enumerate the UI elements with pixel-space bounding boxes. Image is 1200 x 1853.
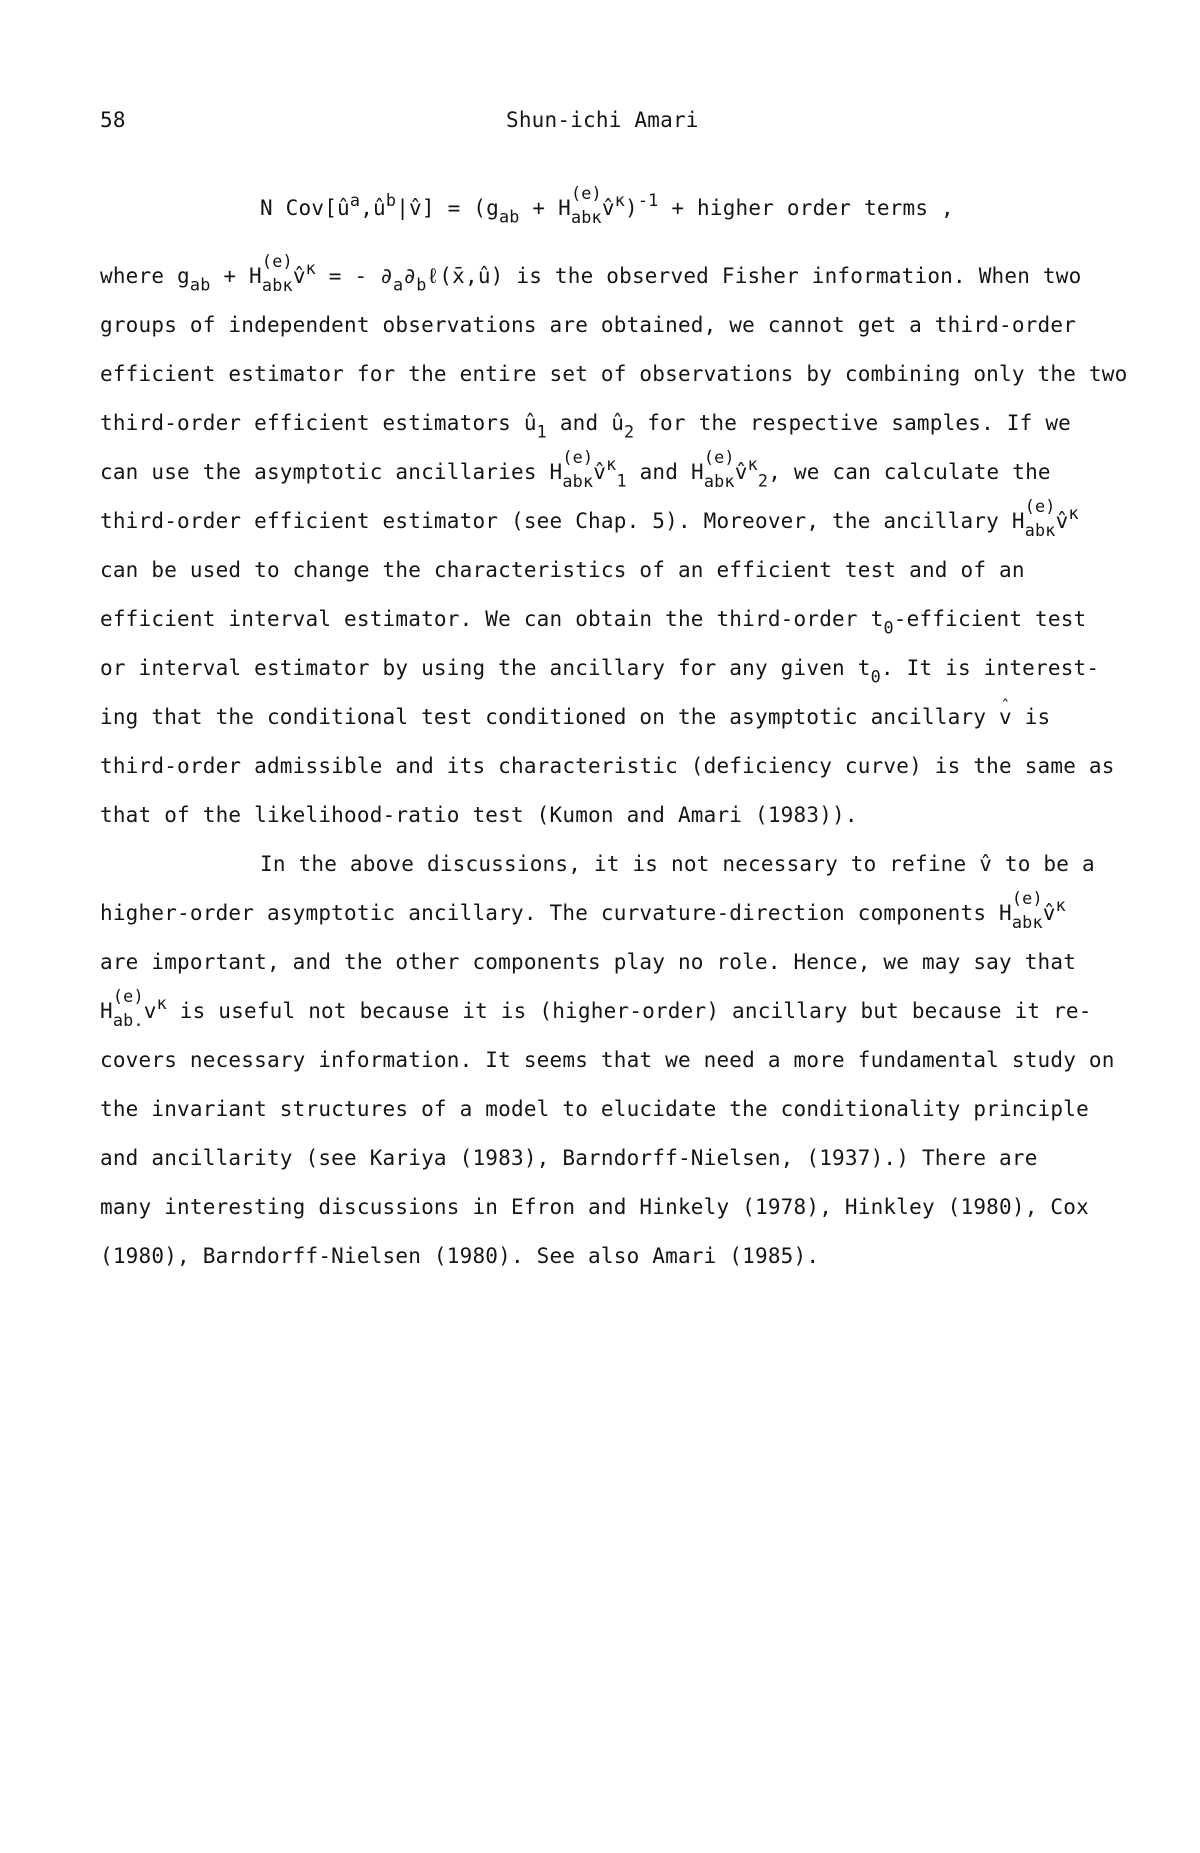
superscript: (e) bbox=[703, 447, 735, 468]
text-line: efficient estimator for the entire set of observations by combining only the two bbox=[100, 362, 1128, 386]
subscript: abκ bbox=[562, 470, 594, 491]
text-fragment: and H bbox=[626, 460, 704, 484]
subscript: abκ bbox=[261, 274, 293, 295]
superscript: (e) bbox=[1024, 496, 1056, 517]
eq-v-hat: v̂ bbox=[601, 196, 615, 220]
v-hat-symbol: v ˆ bbox=[999, 705, 1012, 729]
subscript: 1 bbox=[536, 421, 547, 442]
subscript: 0 bbox=[883, 617, 894, 638]
superscript: κ bbox=[1055, 894, 1066, 915]
eq-g-sub: ab bbox=[498, 206, 520, 227]
subscript: b bbox=[416, 274, 427, 295]
subscript: 0 bbox=[870, 666, 881, 687]
text-fragment: v̂ bbox=[292, 264, 306, 288]
subscript: abκ bbox=[1024, 519, 1056, 540]
running-head: Shun-ichi Amari bbox=[506, 108, 699, 132]
superscript: (e) bbox=[562, 447, 594, 468]
text-fragment: -efficient test bbox=[893, 607, 1087, 631]
text-line: (1980), Barndorff-Nielsen (1980). See also Amari (1985). bbox=[100, 1244, 820, 1268]
text-line: many interesting discussions in Efron and Hinkely (1978), Hinkley (1980), Cox bbox=[100, 1195, 1089, 1219]
superscript: (e) bbox=[112, 986, 144, 1007]
text-fragment: ∂ bbox=[403, 264, 417, 288]
text-fragment: , we can calculate the bbox=[768, 460, 1051, 484]
text-fragment: H bbox=[100, 999, 113, 1023]
h-indices bbox=[562, 447, 594, 491]
text-fragment: where g bbox=[100, 264, 190, 288]
subscript: 2 bbox=[757, 470, 769, 491]
superscript: κ bbox=[156, 992, 167, 1013]
superscript: (e) bbox=[1011, 888, 1043, 909]
eq-a-sup: a bbox=[349, 189, 361, 210]
subscript: 1 bbox=[616, 470, 627, 491]
text-fragment: third-order efficient estimators û bbox=[100, 411, 537, 435]
subscript: abκ bbox=[703, 470, 735, 491]
text-line: covers necessary information. It seems that we need a more fundamental study on bbox=[100, 1048, 1115, 1072]
text-fragment: v bbox=[143, 999, 157, 1023]
eq-e-sup: (e) bbox=[570, 183, 602, 204]
h-indices bbox=[1024, 496, 1056, 540]
h-indices bbox=[703, 447, 735, 491]
text-line: the invariant structures of a model to elucidate the conditionality principle bbox=[100, 1097, 1089, 1121]
text-line bbox=[100, 986, 1092, 1030]
subscript: 2 bbox=[624, 421, 635, 442]
superscript: κ bbox=[606, 453, 617, 474]
eq-b-sup: b bbox=[385, 189, 397, 210]
text-line bbox=[100, 888, 1066, 932]
text-fragment: = - ∂ bbox=[315, 264, 394, 288]
text-fragment: is bbox=[1011, 705, 1051, 729]
text-fragment: v̂ bbox=[979, 852, 993, 876]
text-fragment: higher-order asymptotic ancillary. The curvature-direction components H bbox=[100, 901, 1012, 925]
text-fragment: v̂ bbox=[593, 460, 607, 484]
subscript: abκ bbox=[1011, 911, 1043, 932]
text-line bbox=[100, 656, 1100, 687]
text-line bbox=[100, 447, 1051, 491]
text-fragment: efficient interval estimator. We can obtain the third-order t bbox=[100, 607, 884, 631]
h-indices bbox=[261, 251, 293, 295]
eq-k-sup: κ bbox=[614, 189, 626, 210]
text-line bbox=[100, 705, 1050, 729]
h-indices bbox=[112, 986, 144, 1030]
covariance-equation bbox=[260, 183, 954, 227]
eq-inverse-sup: -1 bbox=[637, 189, 659, 210]
eq-h-indices bbox=[570, 183, 602, 227]
subscript: ab bbox=[189, 274, 211, 295]
text-fragment: . It is interest- bbox=[880, 656, 1100, 680]
text-fragment: to be a bbox=[992, 852, 1095, 876]
text-fragment: for the respective samples. If we bbox=[634, 411, 1072, 435]
text-line: groups of independent observations are obtained, we cannot get a third-order bbox=[100, 313, 1077, 337]
text-line bbox=[100, 496, 1079, 540]
text-fragment: v̂ bbox=[1042, 901, 1056, 925]
eq-close: ) bbox=[625, 196, 638, 220]
text-fragment: and û bbox=[546, 411, 625, 435]
text-line: third-order admissible and its characteristic (deficiency curve) is the same as bbox=[100, 754, 1115, 778]
superscript: κ bbox=[305, 257, 316, 278]
eq-rest: + higher order terms , bbox=[658, 196, 954, 220]
text-fragment: + H bbox=[210, 264, 262, 288]
text-fragment: third-order efficient estimator (see Chap. 5). Moreover, the ancillary H bbox=[100, 509, 1025, 533]
superscript: κ bbox=[747, 453, 758, 474]
superscript: κ bbox=[1068, 502, 1079, 523]
eq-comma: ,û bbox=[360, 196, 386, 220]
text-line bbox=[100, 411, 1072, 442]
text-fragment: is useful not because it is (higher-order) ancillary but because it re- bbox=[166, 999, 1092, 1023]
eq-plus: + H bbox=[519, 196, 571, 220]
text-fragment: ing that the conditional test conditioned on the asymptotic ancillary bbox=[100, 705, 1000, 729]
superscript: (e) bbox=[261, 251, 293, 272]
text-line: and ancillarity (see Kariya (1983), Barndorff-Nielsen, (1937).) There are bbox=[100, 1146, 1038, 1170]
eq-lhs: N Cov[û bbox=[260, 196, 350, 220]
text-fragment: v̂ bbox=[734, 460, 748, 484]
eq-abk-sub: abκ bbox=[570, 206, 602, 227]
text-line bbox=[100, 251, 1082, 295]
text-line bbox=[100, 607, 1087, 638]
text-fragment: In the above discussions, it is not necessary to refine bbox=[260, 852, 980, 876]
subscript: a bbox=[393, 274, 404, 295]
text-line: can be used to change the characteristics of an efficient test and of an bbox=[100, 558, 1025, 582]
page-number: 58 bbox=[100, 108, 126, 132]
h-indices bbox=[1011, 888, 1043, 932]
text-fragment: or interval estimator by using the ancillary for any given t bbox=[100, 656, 871, 680]
subscript: ab. bbox=[112, 1009, 144, 1030]
text-fragment: v̂ bbox=[1055, 509, 1069, 533]
text-line: are important, and the other components play no role. Hence, we may say that bbox=[100, 950, 1077, 974]
text-fragment: ℓ(x̄,û) is the observed Fisher information. When two bbox=[426, 264, 1082, 288]
text-fragment: can use the asymptotic ancillaries H bbox=[100, 460, 563, 484]
text-line bbox=[260, 852, 1095, 876]
eq-cond: |v̂] = (g bbox=[396, 196, 499, 220]
text-line: that of the likelihood-ratio test (Kumon and Amari (1983)). bbox=[100, 803, 858, 827]
